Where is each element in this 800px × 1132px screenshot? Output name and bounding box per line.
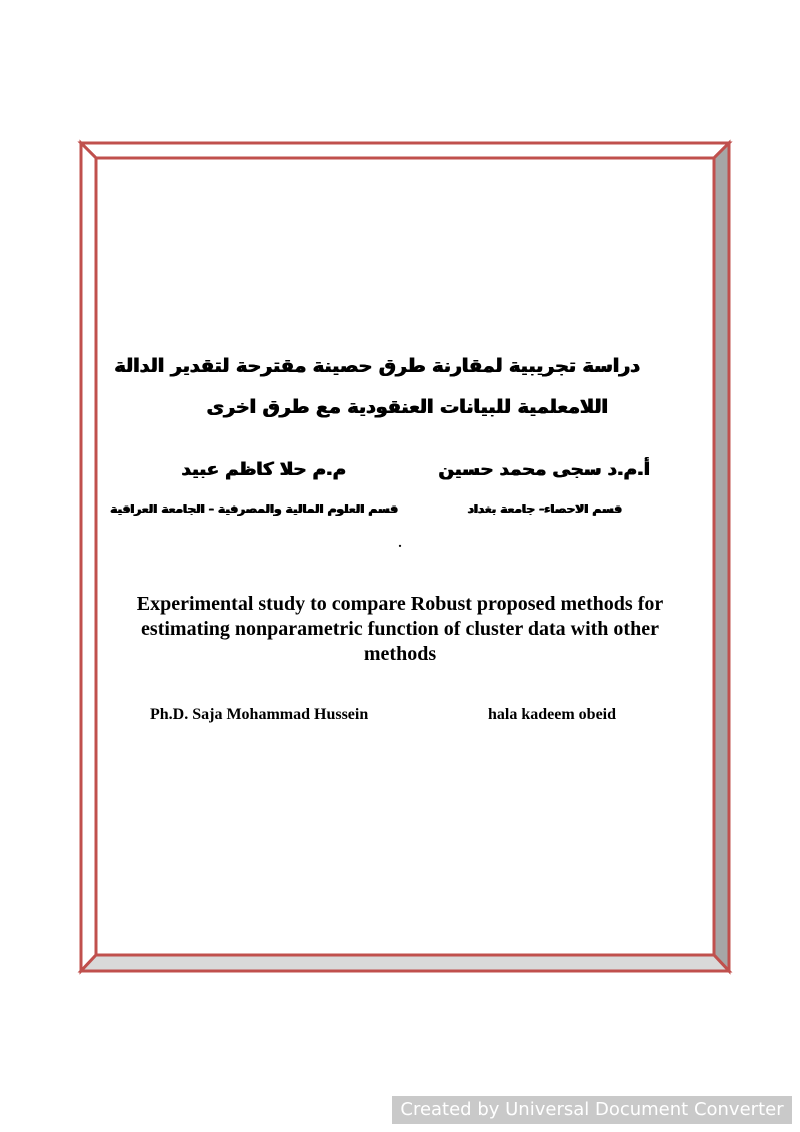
converter-watermark: Created by Universal Document Converter [392,1096,792,1124]
english-author-2: hala kadeem obeid [488,706,617,723]
frame-bevel-right [714,143,729,971]
arabic-author-2-name: م.م حلا كاظم عبيد [181,459,346,480]
arabic-author-1-affiliation: قسم الاحصاء- جامعة بغداد [467,502,622,516]
english-title-line-2: estimating nonparametric function of cluster data with other [141,618,659,640]
arabic-title-line-2: اللامعلمية للبيانات العنقودية مع طرق اخرى [206,396,608,418]
frame-bevel-left [81,143,96,971]
english-author-1: Ph.D. Saja Mohammad Hussein [150,706,369,723]
frame-bevel-bottom [81,955,729,971]
arabic-author-2-affiliation: قسم العلوم المالية والمصرفية - الجامعة العراقية [110,502,398,516]
english-title-line-3: methods [363,643,437,665]
english-title [100,592,700,667]
frame-inner [96,158,714,955]
frame-bevel-top [81,143,729,158]
english-title-line-1: Experimental study to compare Robust proposed methods for [136,593,664,615]
arabic-author-1-name: أ.م.د سجى محمد حسين [438,459,650,480]
separator-dot: . [398,536,402,551]
arabic-title-line-1: دراسة تجريبية لمقارنة طرق حصينة مقترحة لتقدير الدالة [114,355,640,377]
